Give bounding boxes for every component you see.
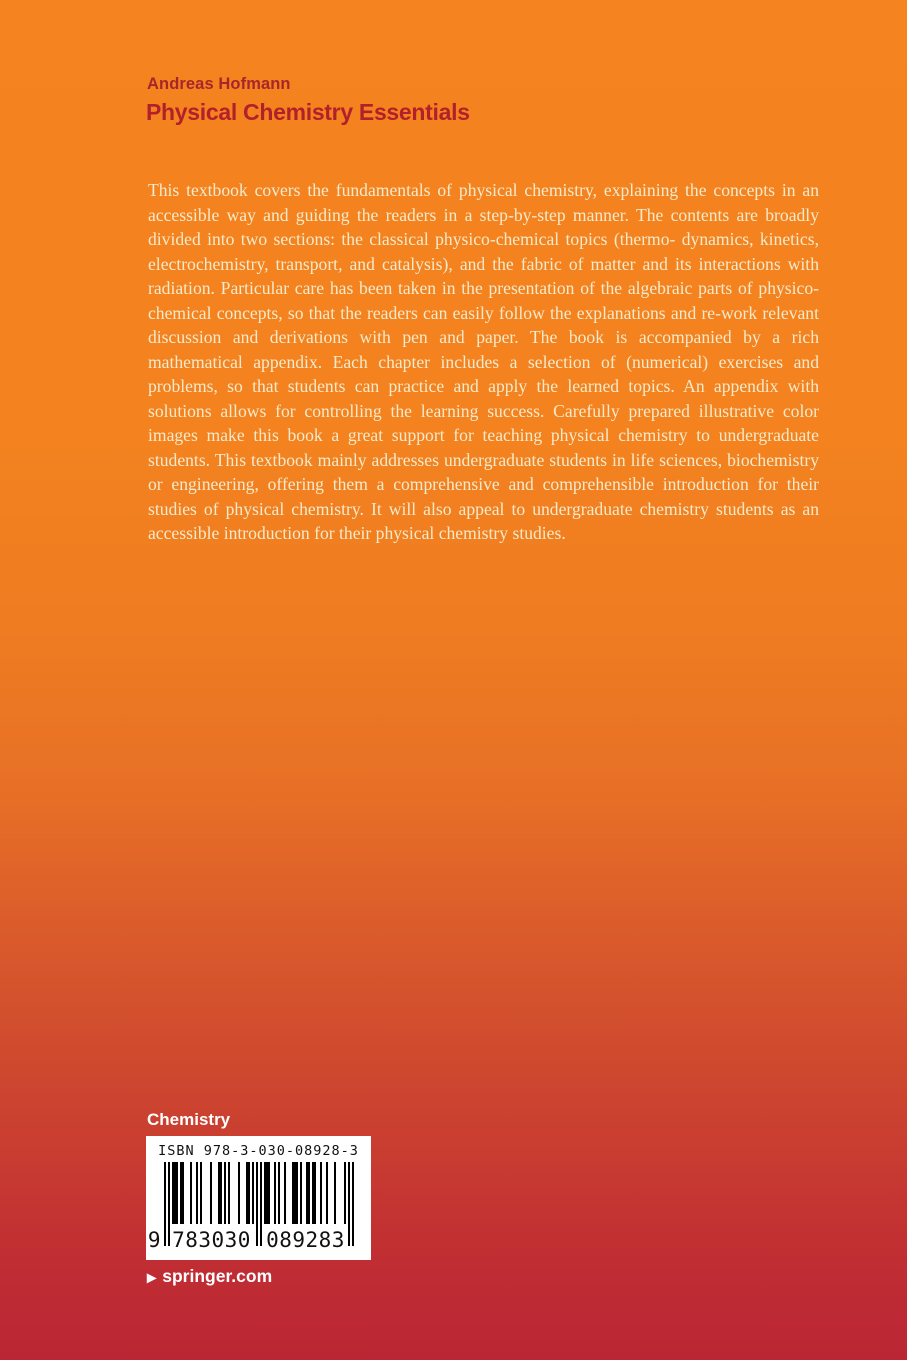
barcode-digit-first: 9 — [147, 1228, 162, 1252]
barcode-digits-right: 089283 — [266, 1228, 345, 1252]
isbn-barcode-panel — [146, 1136, 371, 1260]
book-description: This textbook covers the fundamentals of physical chemistry, explaining the concepts in an accessible way and guiding the readers in a step-by-step manner. The contents are broadly divided into two sections: the classical physico-chemical topics (thermo- dynamics, kinetics, electrochemistry, transport, and catalysis), and the fabric of matter and its interactions with radiation. Particular care has been taken in the presentation of the algebraic parts of physico-chemical concepts, so that the readers can easily follow the explanations and re-work relevant discussion and derivations with pen and paper. The book is accompanied by a rich mathematical appendix. Each chapter includes a selection of (numerical) exercises and problems, so that students can practice and apply the learned topics. An appendix with solutions allows for controlling the learning success. Carefully prepared illustrative color images make this book a great support for teaching physical chemistry to undergraduate students. This textbook mainly addresses undergraduate students in life sciences, biochemistry or engineering, offering them a comprehensive and comprehensible introduction for their studies of physical chemistry. It will also appeal to undergraduate chemistry students as an accessible introduction for their physical chemistry studies. — [148, 180, 819, 543]
publisher-logo — [147, 1266, 272, 1287]
springer-arrow-icon: ▶ — [147, 1270, 157, 1284]
book-title: Physical Chemistry Essentials — [146, 99, 470, 125]
subject-category-label: Chemistry — [147, 1110, 231, 1129]
publisher-url-label: springer.com — [162, 1266, 273, 1286]
author-name: Andreas Hofmann — [147, 75, 291, 93]
barcode-digits-left: 783030 — [172, 1228, 251, 1252]
ean13-barcode — [147, 1162, 354, 1252]
isbn-number: ISBN 978-3-030-08928-3 — [158, 1143, 359, 1159]
